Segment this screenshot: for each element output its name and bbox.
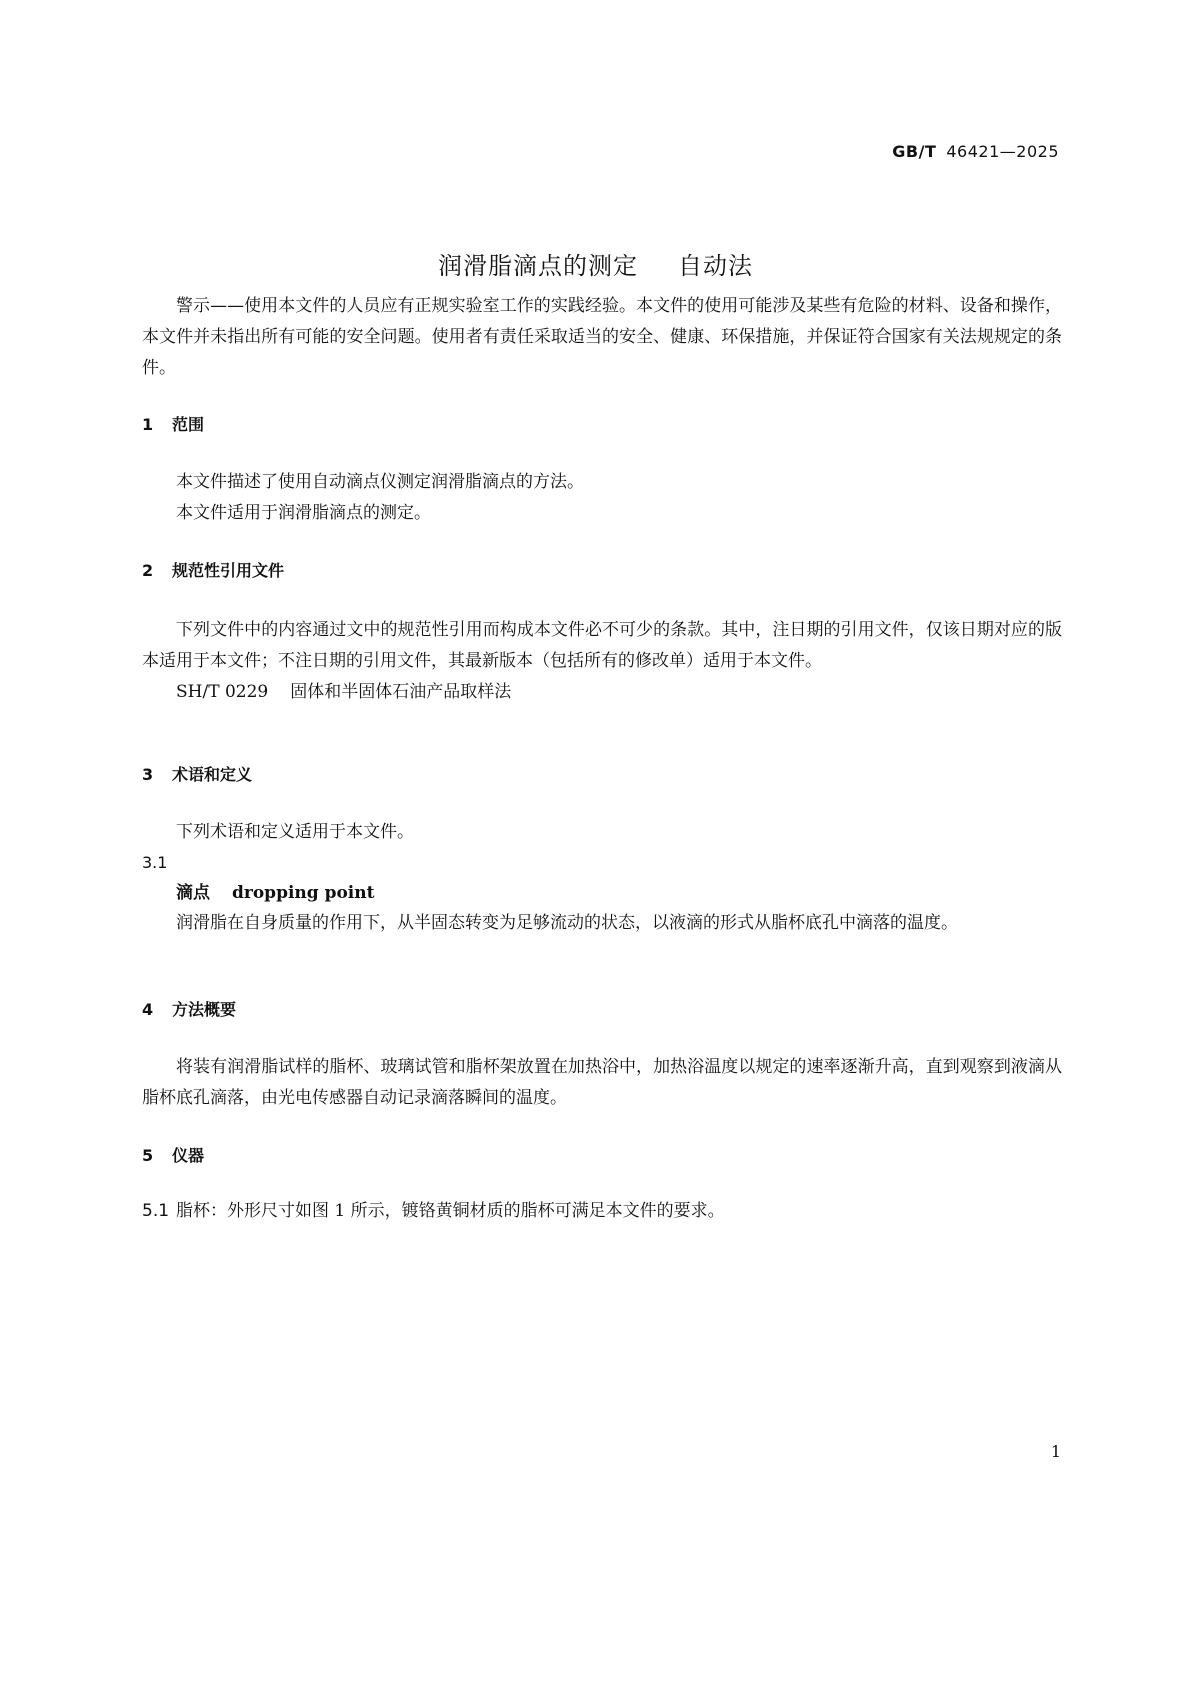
term-english: dropping point	[232, 883, 375, 903]
section-number: 5	[142, 1146, 154, 1165]
section-1-body	[142, 467, 1062, 529]
section-number: 1	[142, 415, 154, 434]
term-number: 3.1	[142, 853, 168, 872]
section-heading	[142, 556, 1062, 586]
paragraph: 下列文件中的内容通过文中的规范性引用而构成本文件必不可少的条款。其中，注日期的引用文件，仅该日期对应的版本适用于本文件；不注日期的引用文件，其最新版本（包括所有的修改单）适用于本文件。	[142, 620, 1062, 671]
standard-code	[892, 142, 1059, 161]
paragraph: 将装有润滑脂试样的脂杯、玻璃试管和脂杯架放置在加热浴中，加热浴温度以规定的速率逐渐升高，直到观察到液滴从脂杯底孔滴落，由光电传感器自动记录滴落瞬间的温度。	[142, 1057, 1062, 1108]
term-chinese: 滴点	[176, 883, 210, 903]
section-2	[142, 556, 1062, 586]
section-3	[142, 760, 1062, 790]
section-heading	[142, 760, 1062, 790]
clause-number: 5.1	[142, 1201, 170, 1221]
section-heading	[142, 1141, 1062, 1171]
term-definition: 润滑脂在自身质量的作用下，从半固态转变为足够流动的状态，以液滴的形式从脂杯底孔中滴落的温度。	[176, 913, 958, 933]
standard-prefix: GB/T	[892, 142, 937, 161]
section-title: 方法概要	[172, 1000, 237, 1019]
warning-block	[142, 291, 1062, 384]
paragraph: 本文件描述了使用自动滴点仪测定润滑脂滴点的方法。	[176, 472, 584, 492]
reference-code: SH/T 0229	[176, 682, 269, 702]
section-heading	[142, 410, 1062, 440]
section-4-body	[142, 1052, 1062, 1114]
section-title: 仪器	[172, 1146, 205, 1165]
section-5	[142, 1141, 1062, 1171]
section-3-body	[142, 817, 1062, 939]
document-title	[0, 246, 1191, 281]
title-main: 润滑脂滴点的测定	[438, 252, 638, 280]
section-number: 2	[142, 561, 154, 580]
term-entry	[142, 878, 1062, 908]
page-number: 1	[1050, 1442, 1061, 1461]
section-5-body	[142, 1196, 1062, 1227]
standard-number: 46421—2025	[946, 142, 1059, 161]
section-number: 4	[142, 1000, 154, 1019]
paragraph: 下列术语和定义适用于本文件。	[176, 822, 414, 842]
section-heading	[142, 995, 1062, 1025]
paragraph: 本文件适用于润滑脂滴点的测定。	[176, 503, 431, 523]
section-title: 术语和定义	[172, 765, 253, 784]
warning-text: 警示——使用本文件的人员应有正规实验室工作的实践经验。本文件的使用可能涉及某些有危险的材料、设备和操作，本文件并未指出所有可能的安全问题。使用者有责任采取适当的安全、健康、环保措施，并保证符合国家有关法规规定的条件。	[142, 296, 1062, 378]
clause	[142, 1196, 1062, 1227]
section-2-body	[142, 615, 1062, 708]
title-method: 自动法	[678, 252, 753, 280]
section-title: 范围	[172, 415, 205, 434]
normative-reference	[142, 677, 1062, 708]
section-1	[142, 410, 1062, 440]
clause-text: 脂杯：外形尺寸如图 1 所示，镀铬黄铜材质的脂杯可满足本文件的要求。	[176, 1201, 725, 1221]
section-4	[142, 995, 1062, 1025]
section-title: 规范性引用文件	[172, 561, 285, 580]
reference-title: 固体和半固体石油产品取样法	[290, 682, 512, 702]
section-number: 3	[142, 765, 154, 784]
